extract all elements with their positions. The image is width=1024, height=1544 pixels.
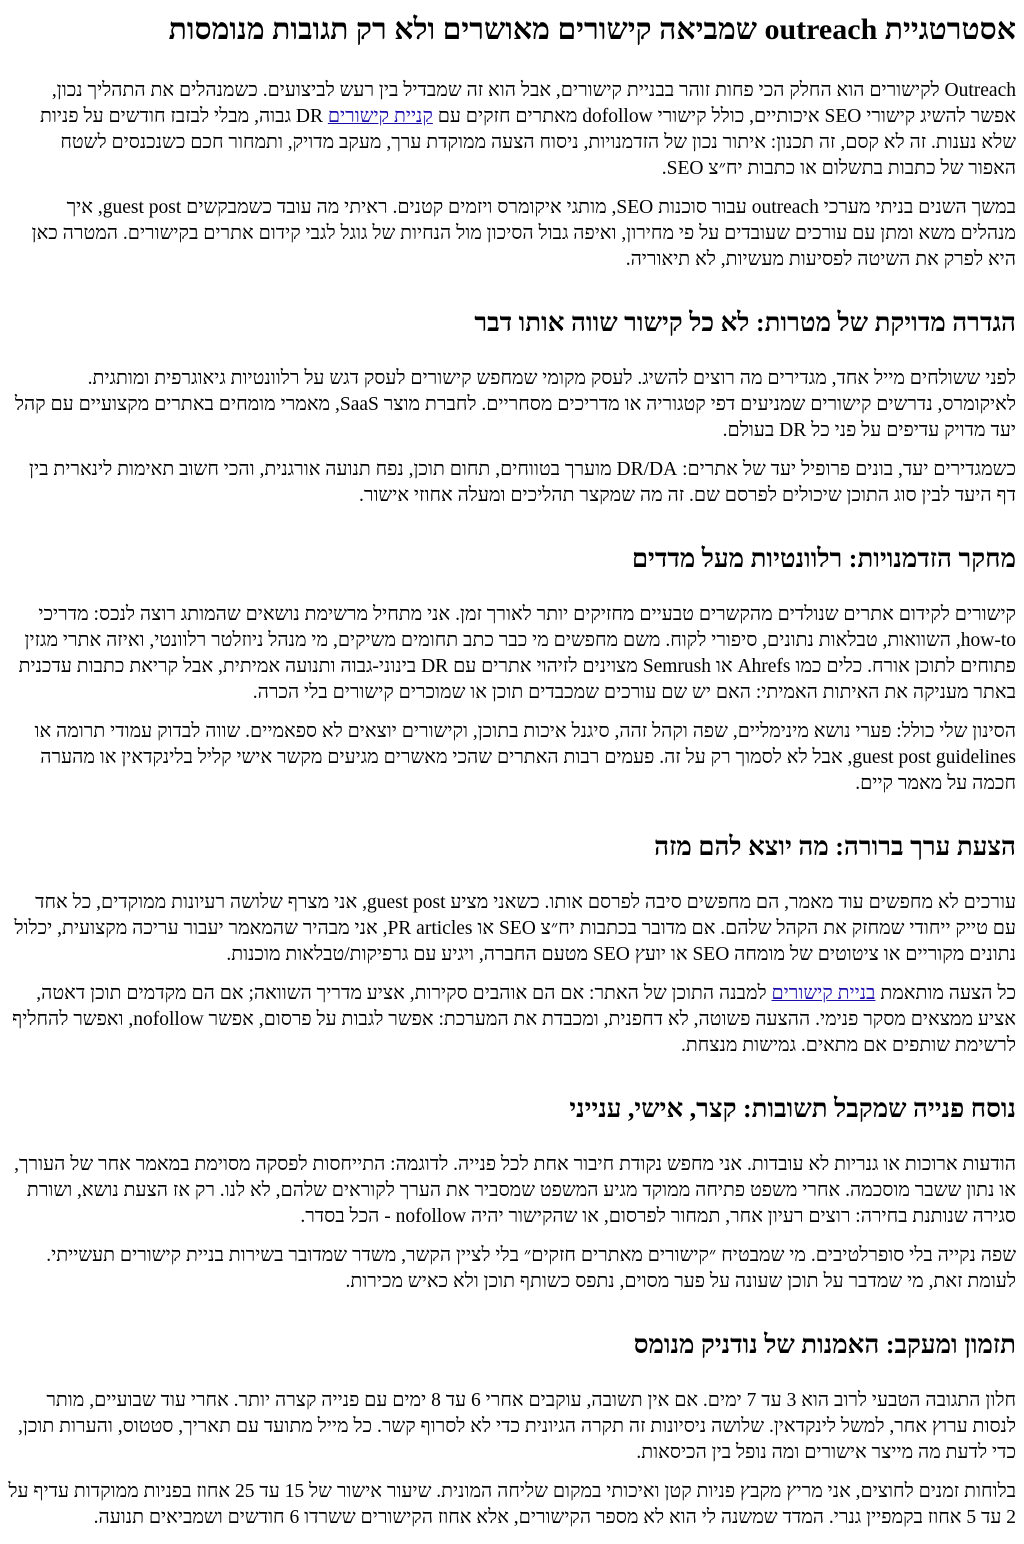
paragraph-text: Outreach לקישורים הוא החלק הכי פחות זוהר בבניית קישורים, אבל הוא זה שמבדיל בין רעש לביצועים. כשמנהלים את התהליך נכון, אפשר להשיג קישורי SEO איכותיים, כולל קישורי dofollow מאתרים חזקים עם <box>51 80 1016 127</box>
research-paragraph-1: קישורים לקידום אתרים שנולדים מהקשרים טבעיים מחזיקים יותר לאורך זמן. אני מתחיל מרשימת נושאים שהמותג רוצה לנכס: מדריכי how-to, השוואות, טבלאות נתונים, סיפורי לקוח. משם מחפשים מי כבר כתב תחומים משיקים, מי מנהל ניוזלטר רלוונטי, ואיזה אתרי מגזין פתוחים לתוכן אורח. כלים כמו Ahrefs או Semrush מצוינים לזיהוי אתרים עם DR בינוני-גבוה ותנועה אמיתית, אבל קריאת כתבות עדכנית באתר מעניקה את האיתות האמיתי: האם יש שם עורכים שמכבדים תוכן או שמוכרים קישורים בלי הכרה. <box>18 604 1016 703</box>
link-building-link[interactable]: בניית קישורים <box>771 983 876 1004</box>
section-heading-followup: תזמון ומעקב: האמנות של נודניק מנומס <box>633 1330 1016 1359</box>
section-heading-goals: הגדרה מדויקת של מטרות: לא כל קישור שווה אותו דבר <box>474 308 1016 337</box>
page-title: אסטרטגיית outreach שמביאה קישורים מאושרים ולא רק תגובות מנומסות <box>168 13 1016 46</box>
paragraph-text: למבנה התוכן של האתר: אם הם אוהבים סקירות, אציע מדריך השוואה; אם הם מקדמים תוכן דאטה, אציע ממצאים מסקר פנימי. ההצעה פשוטה, לא דחפנית, ומכבדת את המערכת: אפשר לגבות על פרסום, אפשר nofollow, ואפשר להחליף לרשימת שותפים אם מתאים. גמישות מנצחת. <box>12 983 1016 1056</box>
section-heading-pitch: נוסח פנייה שמקבל תשובות: קצר, אישי, ענייני <box>569 1094 1016 1123</box>
section-heading-value: הצעת ערך ברורה: מה יוצא להם מזה <box>654 832 1016 861</box>
paragraph-text: כל הצעה מותאמת <box>875 983 1016 1004</box>
goals-paragraph-2: כשמגדירים יעד, בונים פרופיל יעד של אתרים: DR/DA מוערך בטווחים, תחום תוכן, נפח תנועה אורגנית, והכי חשוב תאימות לינארית בין דף היעד לבין סוג התוכן שיכולים לפרסם שם. זה מה שמקצר תהליכים ומעלה אחוזי אישור. <box>29 459 1016 506</box>
intro-paragraph-2: במשך השנים בניתי מערכי outreach עבור סוכנות SEO, מותגי איקומרס ויזמים קטנים. ראיתי מה עובד כשמבקשים guest post, איך מנהלים משא ומתן עם עורכים שעובדים על פי מחירון, ואיפה גבול הסיכון מול הנחיות של גוגל לגבי קידום אתרים בקישורים. המטרה כאן היא לפרק את השיטה לפסיעות מעשיות, לא תיאוריה. <box>31 197 1016 270</box>
pitch-paragraph-1: הודעות ארוכות או גנריות לא עובדות. אני מחפש נקודת חיבור אחת לכל פנייה. לדוגמה: התייחסות לפסקה מסוימת במאמר אחר של העורך, או נתון ששבר מוסכמה. אחרי משפט פתיחה ממוקד מגיע המשפט שמסביר את הערך לקוראים שלהם, לא לנו. רק אז הצעת נושא, ושורת סגירה שנותנת בחירה: רוצים רעיון אחר, תמחור לפרסום, או שהקישור יהיה nofollow - הכל בסדר. <box>14 1154 1016 1227</box>
goals-paragraph-1: לפני ששולחים מייל אחד, מגדירים מה רוצים להשיג. לעסק מקומי שמחפש קישורים לעסק דגש על רלוונטיות גיאוגרפית ומותגית. לאיקומרס, נדרשים קישורים שמניעים דפי קטגוריה או מדריכים מסחריים. לחברת מוצר SaaS, מאמרי מומחים באתרים מקצועיים עם קהל יעד מדויק עדיפים על פני כל DR בעולם. <box>14 368 1016 441</box>
research-paragraph-2: הסינון שלי כולל: פערי נושא מינימליים, שפה וקהל זהה, סיגנל איכות בתוכן, וקישורים יוצאים לא ספאמיים. שווה לבדוק עמודי תרומה או guest post guidelines, אבל לא לסמוך רק על זה. פעמים רבות האתרים שהכי מאשרים מגיעים מקשר אישי קליל בלינקדאין או מהערה חכמה על מאמר קיים. <box>34 721 1016 794</box>
intro-paragraph-1 <box>8 78 1016 182</box>
buy-links-link[interactable]: קניית קישורים <box>327 106 433 127</box>
value-paragraph-2 <box>8 981 1016 1059</box>
value-paragraph-1: עורכים לא מחפשים עוד מאמר, הם מחפשים סיבה לפרסם אותו. כשאני מציע guest post, אני מצרף שלושה רעיונות ממוקדים, כל אחד עם טייק ייחודי שמחזק את הקהל שלהם. אם מדובר בכתבות יח״צ SEO או PR articles, אני מבהיר שהמאמר יעבור עריכה מקצועית, יכלול נתונים מקוריים או ציטוטים של מומחה SEO או יועץ SEO מטעם החברה, ויגיע עם גרפיקות/טבלאות מוכנות. <box>14 892 1016 965</box>
followup-paragraph-2: בלוחות זמנים לחוצים, אני מריץ מקבץ פניות קטן ואיכותי במקום שליחה המונית. שיעור אישור של 15 עד 25 אחוז בפניות ממוקדות עדיף על 2 עד 5 אחוז בקמפיין גנרי. המדד שמשנה לי הוא לא מספר הקישורים, אלא אחוז הקישורים ששרדו 6 חודשים ושמביאים תנועה. <box>8 1481 1016 1528</box>
pitch-paragraph-2: שפה נקייה בלי סופרלטיבים. מי שמבטיח ״קישורים מאתרים חזקים״ בלי לציין הקשר, משדר שמדובר בשירות בניית קישורים תעשייתי. לעומת זאת, מי שמדבר על תוכן שעונה על פער מסוים, נתפס כשותף תוכן ולא כאיש מכירות. <box>46 1245 1016 1292</box>
section-heading-research: מחקר הזדמנויות: רלוונטיות מעל מדדים <box>631 544 1016 573</box>
followup-paragraph-1: חלון התגובה הטבעי לרוב הוא 3 עד 7 ימים. אם אין תשובה, עוקבים אחרי 6 עד 8 ימים עם פנייה קצרה יותר. אחרי עוד שבועיים, מותר לנסות ערוץ אחר, למשל לינקדאין. שלושה ניסיונות זה תקרה הגיונית כדי לא לסרוף קשר. כל מייל מתועד עם תאריך, סטטוס, והערות תוכן, כדי לדעת מה מייצר אישורים ומה נופל בין הכיסאות. <box>18 1390 1016 1463</box>
paragraph-text: DR גבוה, מבלי לבזבז חודשים על פניות שלא נענות. זה לא קסם, זה תכנון: איתור נכון של הזדמנויות, ניסוח הצעה ממוקדת ערך, מעקב מדויק, ותמחור חכם כשנכנסים לשטח האפור של כתבות בתשלום או כתבות יח״צ SEO. <box>40 106 1016 179</box>
